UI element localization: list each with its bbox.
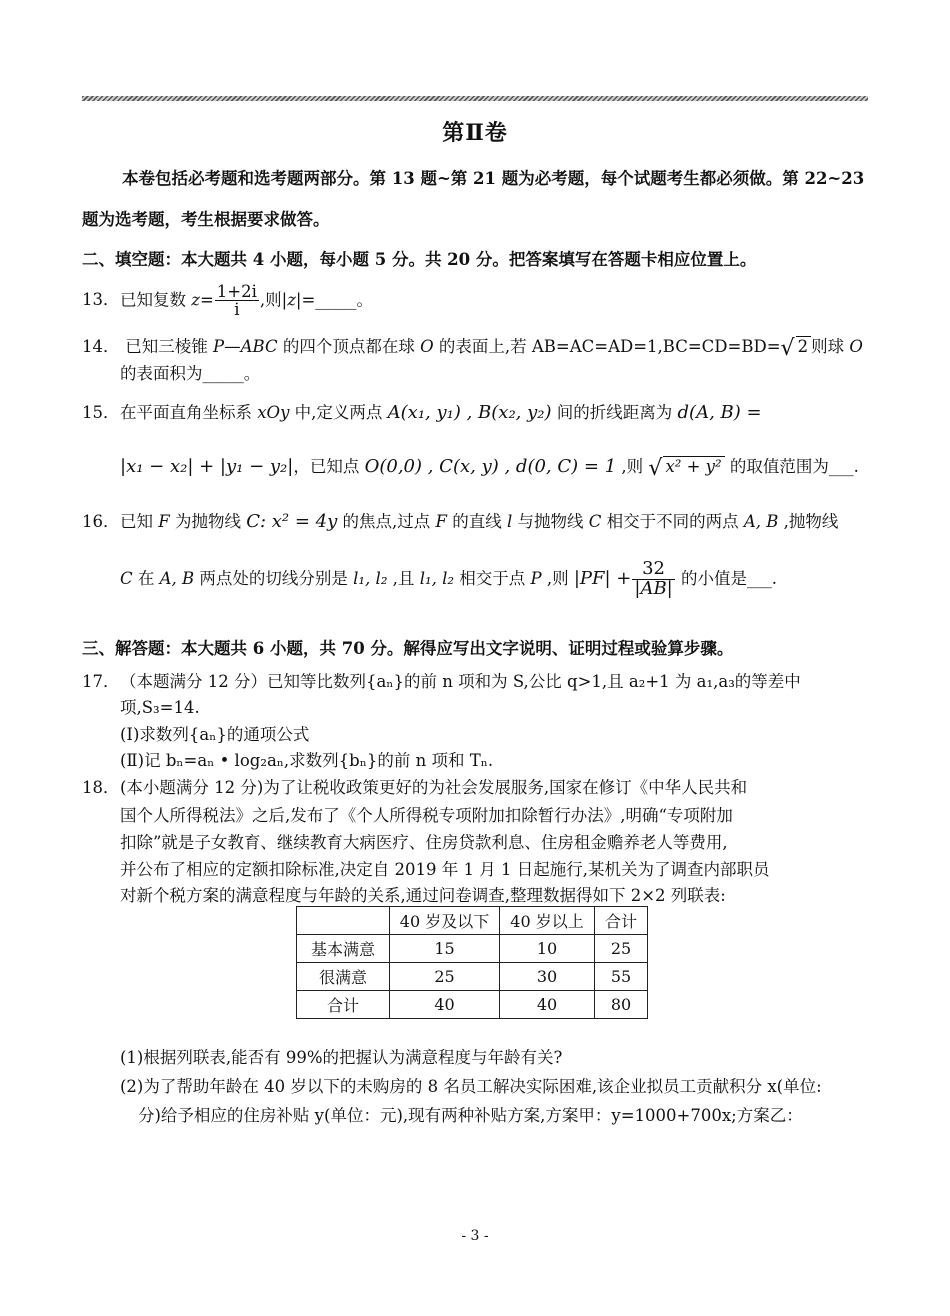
table-cell: 10 bbox=[500, 935, 595, 963]
table-header-cell: 合计 bbox=[595, 907, 648, 935]
question-18: 18．(本小题满分 12 分)为了让税收政策更好的为社会发展服务,国家在修订《中华人民共和 bbox=[82, 774, 747, 798]
question-13: 13．已知复数 z= $\frac{1+2i}{i}$ ,则|z|=_____。 bbox=[82, 282, 374, 320]
table-row bbox=[297, 935, 648, 963]
section-3-heading: 三、解答题：本大题共 6 小题，共 70 分。解得应写出文字说明、证明过程或验算步骤。 bbox=[82, 639, 734, 658]
q15-blank: ___ bbox=[828, 457, 854, 476]
q17-line-2: 项,S₃=14. bbox=[120, 698, 200, 717]
q15-number: 15． bbox=[82, 403, 120, 422]
question-15: 15．在平面直角坐标系 xOy 中,定义两点 A(x₁, y₁) , B(x₂, y₂) 间的折线距离为 d(A, B) = bbox=[82, 399, 762, 423]
q18-line-4: 并公布了相应的定额扣除标准,决定自 2019 年 1 月 1 日起施行,某机关为了调查内部职员 bbox=[120, 860, 770, 879]
table-header-cell: 40 岁以上 bbox=[500, 907, 595, 935]
q13-number: 13． bbox=[82, 290, 120, 310]
table-cell: 25 bbox=[390, 963, 500, 991]
q17-part-2: (Ⅱ)记 bₙ=aₙ • log₂aₙ,求数列{bₙ}的前 n 项和 Tₙ. bbox=[120, 751, 494, 770]
question-17: 17．（本题满分 12 分）已知等比数列{aₙ}的前 n 项和为 S,公比 q>1,且 a₂+1 为 a₁,a₃的等差中 bbox=[82, 668, 801, 692]
question-14: 14． 已知三棱锥 P—ABC 的四个顶点都在球 O 的表面上,若 AB=AC=AD=1,BC=CD=BD=√ 2 则球 O bbox=[82, 333, 863, 361]
top-rule bbox=[82, 96, 868, 101]
table-cell: 40 bbox=[390, 991, 500, 1019]
q14-number: 14． bbox=[82, 337, 120, 356]
q17-part-1: (I)求数列{aₙ}的通项公式 bbox=[120, 725, 310, 744]
contingency-table bbox=[296, 906, 648, 1019]
table-cell: 80 bbox=[595, 991, 648, 1019]
question-16: 16．已知 F 为抛物线 C: x² = 4y 的焦点,过点 F 的直线 l 与抛物线 C 相交于不同的两点 A, B ,抛物线 bbox=[82, 508, 838, 532]
question-16-line-2: C 在 A, B 两点处的切线分别是 l₁, l₂ ,且 l₁, l₂ 相交于点 P ,则 |PF| + $\frac{32}{|AB|}$ 的小值是___. bbox=[120, 558, 777, 599]
table-header-cell: 40 岁及以下 bbox=[390, 907, 500, 935]
q14-blank: _____ bbox=[202, 364, 244, 383]
q18-sub-2b: 分)给予相应的住房补贴 y(单位：元),现有两种补贴方案,方案甲：y=1000+700x;方案乙： bbox=[138, 1106, 803, 1125]
q18-line-5: 对新个税方案的满意程度与年龄的关系,通过问卷调查,整理数据得如下 2×2 列联表: bbox=[120, 886, 726, 905]
q18-line-2: 国个人所得税法》之后,发布了《个人所得税专项附加扣除暂行办法》,明确“专项附加 bbox=[120, 806, 733, 825]
table-cell: 55 bbox=[595, 963, 648, 991]
table-row bbox=[297, 991, 648, 1019]
table-cell: 合计 bbox=[297, 991, 390, 1019]
table-header-row bbox=[297, 907, 648, 935]
page-number: - 3 - bbox=[461, 1228, 489, 1244]
question-14-line-2: 的表面积为_____。 bbox=[120, 364, 261, 383]
q13-fraction: $\frac{1+2i}{i}$ bbox=[216, 282, 257, 320]
q18-sub-1: (1)根据列联表,能否有 99%的把握认为满意程度与年龄有关? bbox=[120, 1048, 563, 1067]
q18-number: 18． bbox=[82, 778, 120, 797]
table-header-cell bbox=[297, 907, 390, 935]
radical-sign: √ bbox=[648, 456, 663, 481]
section-2-heading: 二、填空题：本大题共 4 小题，每小题 5 分。共 20 分。把答案填写在答题卡相应位置上。 bbox=[82, 250, 757, 269]
table-cell: 25 bbox=[595, 935, 648, 963]
question-15-line-2: |x₁ − x₂| + |y₁ − y₂|，已知点 O(0,0) , C(x, y) , d(0, C) = 1 ,则 √ x² + y² 的取值范围为___. bbox=[120, 456, 859, 481]
table-row bbox=[297, 963, 648, 991]
table-cell: 30 bbox=[500, 963, 595, 991]
radical-sign: √ bbox=[780, 336, 795, 361]
q18-sub-2a: (2)为了帮助年龄在 40 岁以下的未购房的 8 名员工解决实际困难,该企业拟员工贡献积分 x(单位: bbox=[120, 1077, 822, 1096]
intro-line-2: 题为选考题，考生根据要求做答。 bbox=[82, 210, 330, 229]
table-cell: 15 bbox=[390, 935, 500, 963]
table-cell: 40 bbox=[500, 991, 595, 1019]
q16-fraction: $\frac{32}{|AB|}$ bbox=[634, 558, 673, 599]
table-cell: 基本满意 bbox=[297, 935, 390, 963]
q16-number: 16． bbox=[82, 512, 120, 531]
q17-number: 17． bbox=[82, 672, 120, 691]
page-title: 第Ⅱ卷 bbox=[442, 120, 508, 146]
q13-blank: _____ bbox=[315, 290, 357, 310]
q16-blank: ___ bbox=[746, 568, 772, 588]
q18-line-3: 扣除”就是子女教育、继续教育大病医疗、住房贷款利息、住房租金赡养老人等费用, bbox=[120, 833, 728, 852]
intro-line-1: 本卷包括必考题和选考题两部分。第 13 题~第 21 题为必考题，每个试题考生都必须做。第 22~23 bbox=[122, 169, 865, 188]
table-cell: 很满意 bbox=[297, 963, 390, 991]
